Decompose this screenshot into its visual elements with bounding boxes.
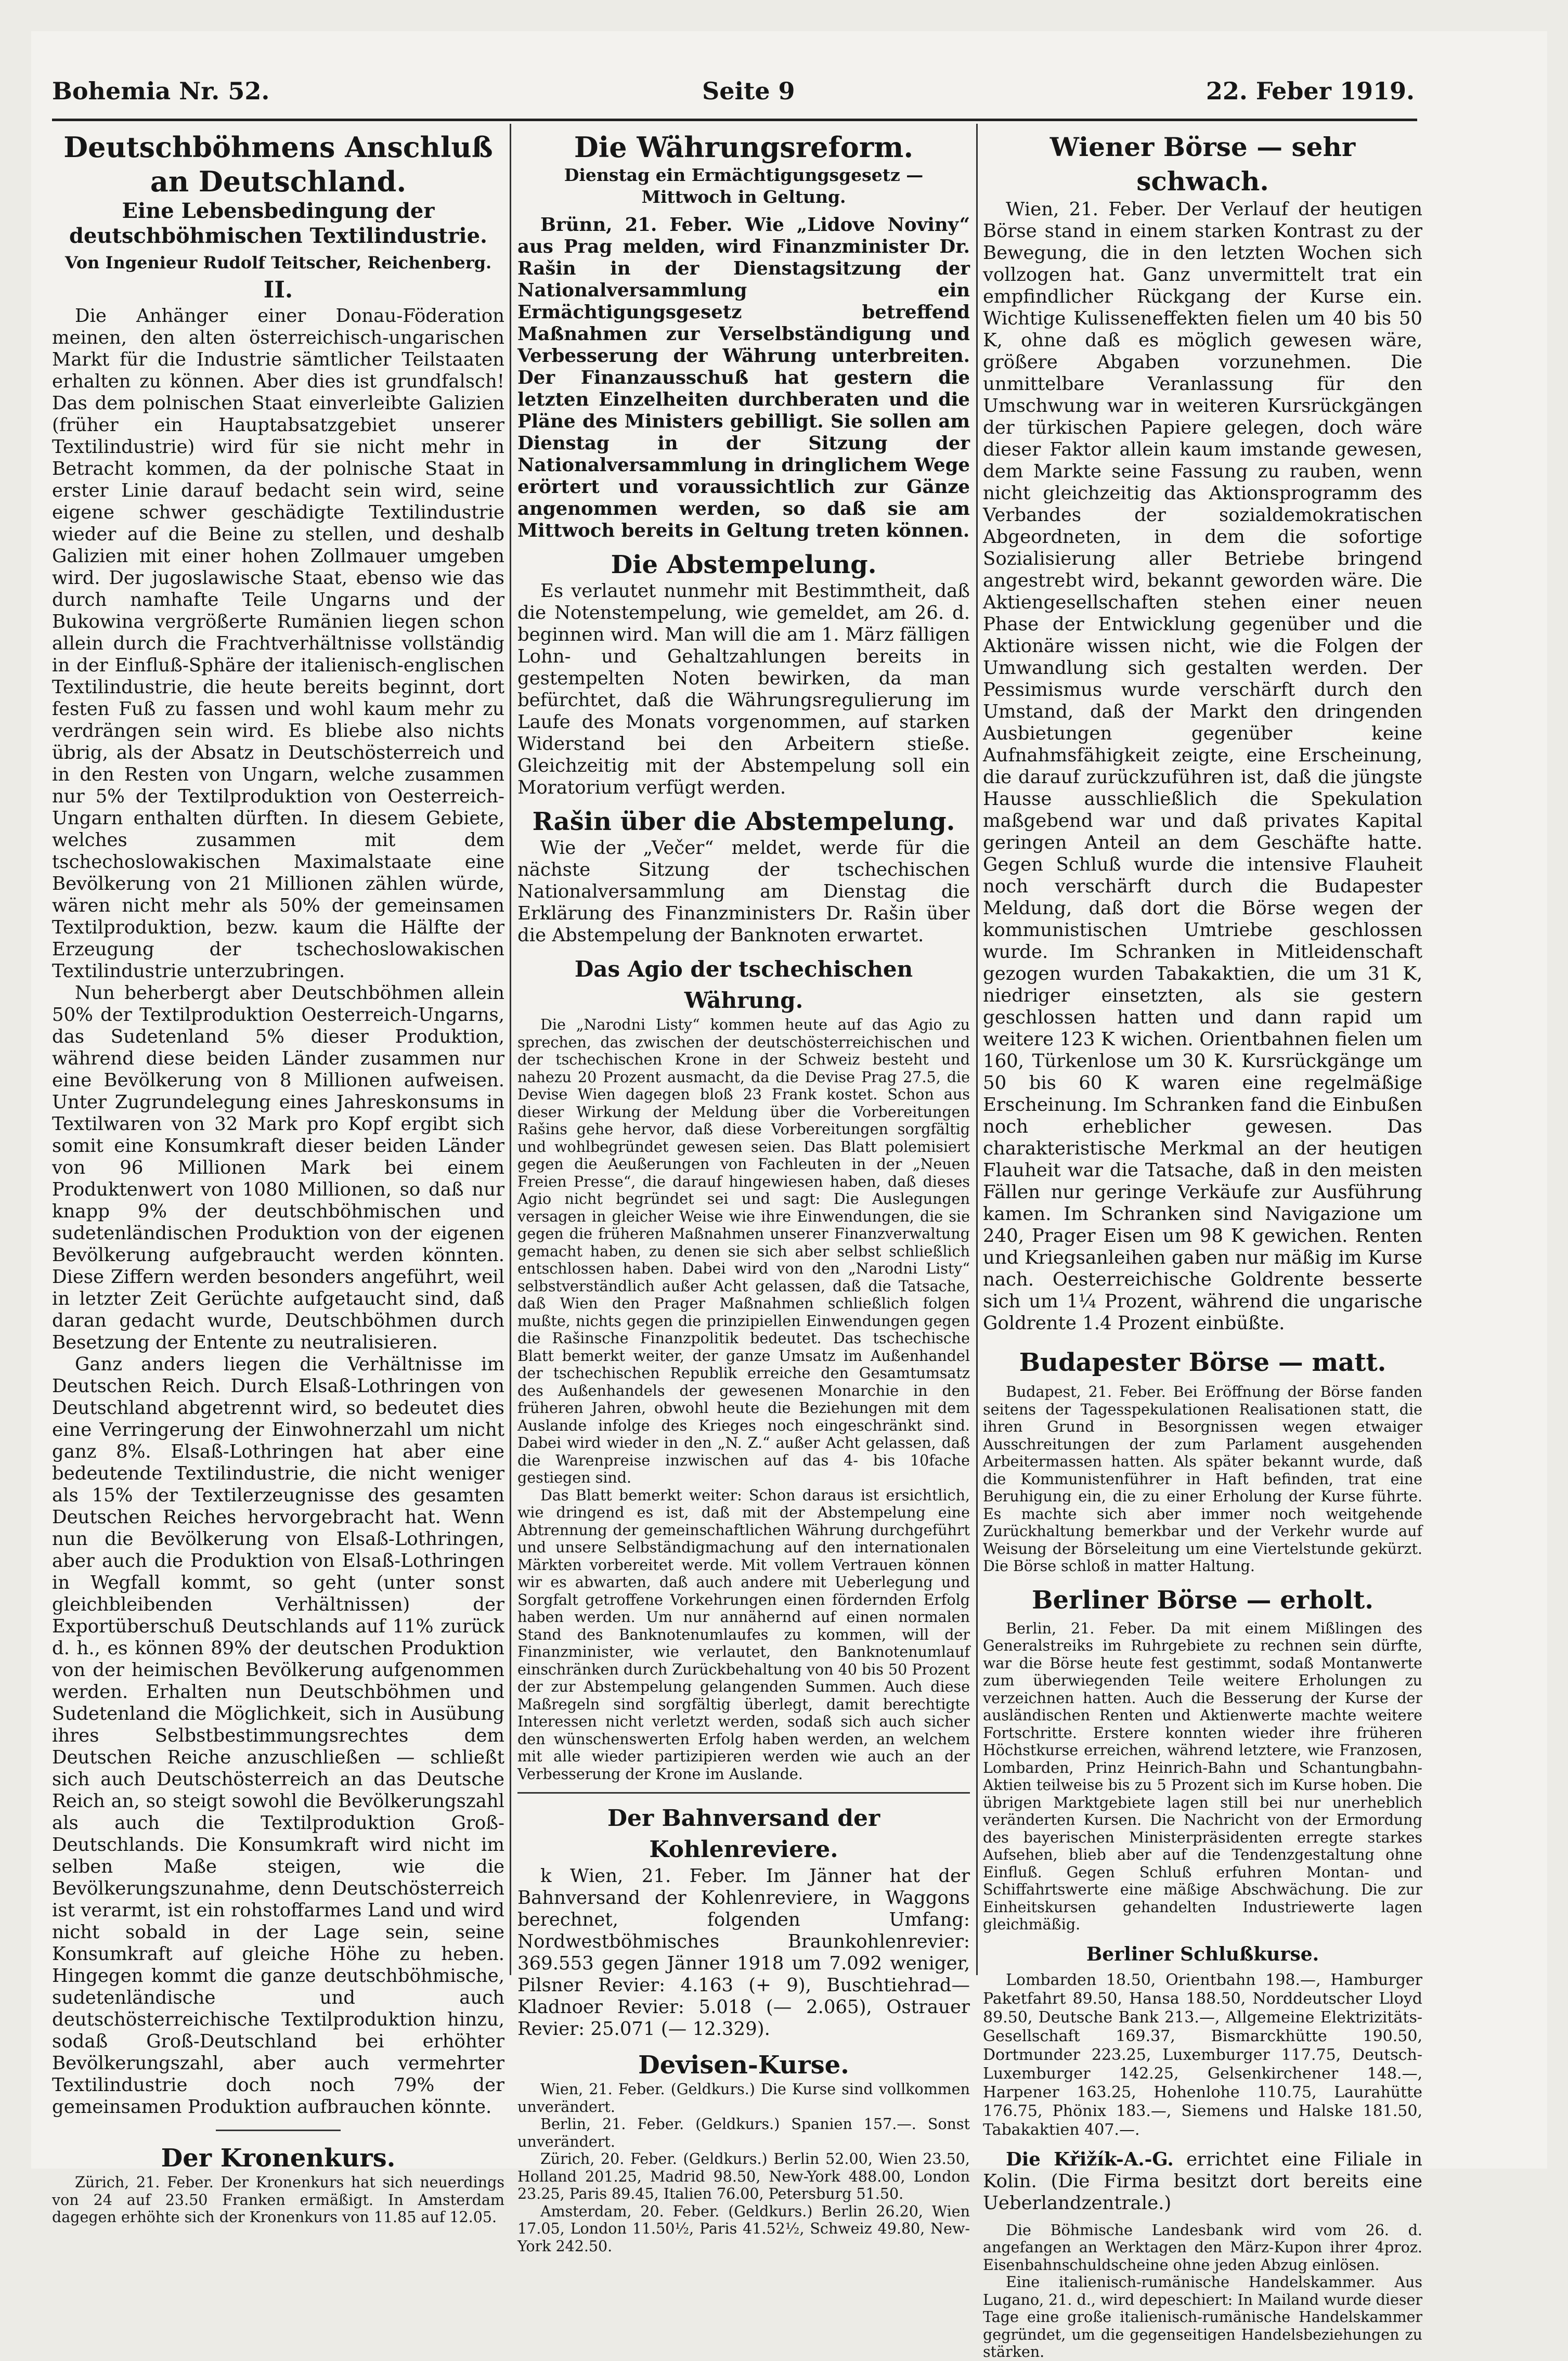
article-title: Deutschböhmens Anschluß an Deutschland. (63, 131, 493, 198)
article-paragraph: Das Blatt bemerkt weiter: Schon daraus ist ersichtlich, wie dringend es ist, daß mit der Abstempelung eine Abtrennung der gemeinschaftlichen Währung durchgeführt und unsere Selbständigmachung auf den internationalen Märkten vorbereitet werde. Mit vollem Vertrauen können wir es abwarten, daß auch andere mit Ueberlegung und Sorgfalt getroffene Vorkehrungen einen fördernden Erfolg haben werden. Um nur annähernd auf einen normalen Stand des Banknotenumlaufes zu kommen, will der Finanzminister, wie verlautet, den Banknotenumlauf einschränken durch Zurückbehaltung von 40 bis 50 Prozent der zur Abstempelung gelangenden Summen. Auch diese Maßregeln sind sorgfältig überlegt, damit berechtigte Interessen nicht verletzt werden, sodaß sich auch sicher den wünschenswerten Erfolg haben werden, an welchem mit alle wieder partizipieren werden wie auch an der Verbesserung der Krone im Auslande. (517, 1486, 970, 1783)
article-title: Das Agio der tschechischen Währung. (574, 956, 913, 1013)
article-title: Die Abstempelung. (611, 550, 877, 579)
article-lead: Die Křižík-A.-G. (1006, 2148, 1174, 2170)
article-paragraph: Die Anhänger einer Donau-Föderation meinen, den alten österreichisch-ungarischen Markt für die Industrie sämtlicher Teilstaaten erhalten zu können. Aber dies ist grundfalsch! Das dem polnischen Staat einverleibte Galizien (früher ein Hauptabsatzgebiet unserer Textilindustrie) wird für sie nicht mehr in Betracht kommen, da der polnische Staat in erster Linie darauf bedacht sein wird, seine eigene schwer geschädigte Textilindustrie wieder auf die Beine zu stellen, und deshalb Galizien mit einer hohen Zollmauer umgeben wird. Der jugoslawische Staat, ebenso wie das durch namhafte Teile Ungarns und der Bukowina vergrößerte Rumänien liegen schon allein durch die Frachtverhältnisse vollständig in der Einfluß-Sphäre der italienisch-englischen Textilindustrie, die heute bereits beginnt, dort festen Fuß zu fassen und wohl kaum mehr zu verdrängen sein wird. Es bliebe also nichts übrig, als der Absatz in Deutschösterreich und in den Resten von Ungarn, welche zusammen nur 5% der Textilproduktion von Oesterreich-Ungarn enthalten dürften. In diesem Gebiete, welches zusammen mit dem tschechoslowakischen Maximalstaate eine Bevölkerung von 21 Millionen zählen würde, wären nicht mehr als 50% der gemeinsamen Textilproduktion, bezw. kaum die Hälfte der Erzeugung der tschechoslowakischen Textilindustrie unterzubringen. (52, 305, 504, 982)
column-1 (52, 130, 504, 2226)
article-subtitle: Dienstag ein Ermächtigungsgesetz — Mittwoch in Geltung. (564, 165, 924, 207)
article-paragraph: k Wien, 21. Feber. Im Jänner hat der Bahnversand der Kohlenreviere, in Waggons berechnet, folgenden Umfang: Nordwestböhmisches Braunkohlenrevier: 369.553 gegen Jänner 1918 um 7.092 weniger, Pilsner Revier: 4.163 (+ 9), Buschtiehrad—Kladnoer Revier: 5.018 (— 2.065), Ostrauer Revier: 25.071 (— 12.329). (517, 1865, 970, 2040)
article-paragraph: Die Böhmische Landesbank wird vom 26. d. angefangen an Werktagen den März-Kupon ihrer 4proz. Eisenbahnschuldscheine ohne jeden Abzug einlösen. (983, 2221, 1422, 2274)
article-title: Devisen-Kurse. (638, 2051, 849, 2080)
article-paragraph: Zürich, 21. Feber. Der Kronenkurs hat sich neuerdings von 24 auf 23.50 Franken ermäßigt. In Amsterdam dagegen erhöhte sich der Kronenkurs von 11.85 auf 12.05. (52, 2174, 504, 2226)
article-title: Der Bahnversand der Kohlenreviere. (607, 1805, 880, 1863)
article-byline: Von Ingenieur Rudolf Teitscher, Reichenberg. (64, 253, 492, 273)
article-separator (517, 1792, 970, 1794)
article-title: Rašin über die Abstempelung. (532, 807, 955, 836)
article-paragraph: Eine italienisch-rumänische Handelskammer. Aus Lugano, 21. d., wird depeschiert: In Mailand wurde dieser Tage eine große italienisch-rumänische Handelskammer gegründet, um die gegenseitigen Handelsbeziehungen zu stärken. (983, 2274, 1422, 2360)
masthead-page-number: Seite 9 (702, 77, 795, 105)
article-paragraph: Berlin, 21. Feber. (Geldkurs.) Spanien 157.—. Sonst unverändert. (517, 2116, 970, 2150)
article-paragraph: Amsterdam, 20. Feber. (Geldkurs.) Berlin 26.20, Wien 17.05, London 11.50½, Paris 41.52½, Schweiz 49.80, New-York 242.50. (517, 2202, 970, 2255)
article-title: Budapester Börse — matt. (1019, 1348, 1386, 1377)
article-paragraph: Ganz anders liegen die Verhältnisse im Deutschen Reich. Durch Elsaß-Lothringen von Deutschland abgetrennt wird, so bedeutet dies eine Verringerung der Einwohnerzahl um nicht ganz 8%. Elsaß-Lothringen hat aber eine bedeutende Textilindustrie, die nicht weniger als 15% der Textilerzeugnisse des gesamten Deutschen Reiches hervorgebracht hat. Wenn nun die Bevölkerung von Elsaß-Lothringen, aber auch die Produktion von Elsaß-Lothringen in Wegfall kommt, so geht (unter sonst gleichbleibenden Verhältnissen) der Exportüberschuß Deutschlands auf 11% zurück d. h., es können 89% der deutschen Produktion von der heimischen Bevölkerung aufgenommen werden. Erhalten nun Deutschböhmen und Sudetenland die Möglichkeit, sich in Ausübung ihres Selbstbestimmungsrechtes dem Deutschen Reiche anzuschließen — schließt sich auch Deutschösterreich an das Deutsche Reich an, so steigt sowohl die Bevölkerungszahl als auch die Textilproduktion Groß-Deutschlands. Die Konsumkraft wird nicht im selben Maße steigen, wie die Bevölkerungszunahme, denn Deutschösterreich ist verarmt, ist ein rohstoffarmes Land und wird nicht sobald in der Lage sein, seine Konsumkraft auf gleiche Höhe zu heben. Hingegen kommt die ganze deutschböhmische, sudetenländische und auch deutschösterreichische Textilproduktion hinzu, sodaß Groß-Deutschland bei erhöhter Bevölkerungszahl, aber auch vermehrter Textilindustrie doch noch 79% der gemeinsamen Produktion aufbrauchen könnte. (52, 1354, 504, 2118)
masthead-paper-issue: Bohemia Nr. 52. (52, 77, 270, 105)
article-paragraph: Wie der „Večer“ meldet, werde für die nächste Sitzung der tschechischen Nationalversammlung am Dienstag die Erklärung des Finanzministers Dr. Rašin über die Abstempelung der Banknoten erwartet. (517, 837, 970, 946)
column-3 (983, 130, 1422, 2360)
article-paragraph: Berlin, 21. Feber. Da mit einem Mißlingen des Generalstreiks im Ruhrgebiete zu rechnen sein dürfte, war die Börse heute fest gestimmt, sodaß Montanwerte zum überwiegenden Teile weitere Erholungen zu verzeichnen hatten. Auch die Besserung der Kurse der ausländischen Renten und Aktienwerte machte weitere Fortschritte. Erstere konnten wieder ihre früheren Höchstkurse erreichen, während letztere, wie Franzosen, Lombarden, Prinz Heinrich-Bahn und Schantungbahn-Aktien teilweise bis zu 5 Prozent sich im Kurse hoben. Die übrigen Marktgebiete lagen still bei nur unerheblich veränderten Kursen. Die Nachricht von der Ermordung des bayerischen Ministerpräsidenten erregte starkes Aufsehen, blieb aber auf die Tendenzgestaltung ohne Einfluß. Gegen Schluß erfuhren Montan- und Schiffahrtswerte eine mäßige Abschwächung. Die zur Einheitskursen gehandelten Industriewerte lagen gleichmäßig. (983, 1619, 1422, 1933)
masthead-date: 22. Feber 1919. (1206, 77, 1415, 105)
article-paragraph: Die „Narodni Listy“ kommen heute auf das Agio zu sprechen, das zwischen der deutschösterreichischen und der tschechischen Krone in der Schweiz besteht und nahezu 20 Prozent ausmacht, da die Devise Prag 27.5, die Devise Wien dagegen bloß 23 Frank kostet. Schon aus dieser Wirkung der Meldung über die Vorbereitungen Rašins gehe hervor, daß diese Vorbereitungen sorgfältig und wohlbegründet gewesen seien. Das Blatt polemisiert gegen die Aeußerungen von Fachleuten in der „Neuen Freien Presse“, die darauf hingewiesen haben, daß dieses Agio nicht begründet sei und sagt: Die Auslegungen versagen in gleicher Weise wie ihre Einwendungen, die sie gegen die früheren Maßnahmen unserer Finanzverwaltung gemacht haben, zu denen sie sich aber selbst schließlich entschlossen haben. Dabei wird von den „Narodni Listy“ selbstverständlich außer Acht gelassen, daß die Tatsache, daß Wien den Prager Maßnahmen schließlich folgen mußte, nichts gegen die prinzipiellen Einwendungen gegen die Rašinsche Finanzpolitik bedeutet. Das tschechische Blatt bemerkt weiter, der ganze Umsatz im Außenhandel der tschechischen Republik erreiche den Gesamtumsatz des Außenhandels der gewesenen Monarchie in den früheren Jahren, obwohl heute die Beziehungen mit dem Auslande infolge des Krieges noch eingeschränkt sind. Dabei wird wieder in den „N. Z.“ außer Acht gelassen, daß die Warenpreise inzwischen auf das 4- bis 10fache gestiegen sind. (517, 1016, 970, 1486)
article-title: Der Kronenkurs. (161, 2144, 396, 2173)
article-title: Berliner Börse — erholt. (1031, 1585, 1374, 1615)
column-divider (510, 124, 511, 1975)
article-paragraph: Wien, 21. Feber. (Geldkurs.) Die Kurse sind vollkommen unverändert. (517, 2081, 970, 2116)
article-paragraph: Lombarden 18.50, Orientbahn 198.—, Hamburger Paketfahrt 89.50, Hansa 188.50, Norddeutscher Lloyd 89.50, Deutsche Bank 213.—, Allgemeine Elektrizitäts-Gesellschaft 169.37, Bismarckhütte 190.50, Dortmunder 223.25, Luxemburger 117.75, Deutsch-Luxemburger 142.25, Gelsenkirchener 148.—, Harpener 163.25, Hohenlohe 110.75, Laurahütte 176.75, Phönix 183.—, Siemens und Halske 181.50, Tabakaktien 407.—. (983, 1970, 1422, 2139)
header-rule (52, 119, 1417, 121)
article-title: Berliner Schlußkurse. (1086, 1943, 1319, 1965)
article-separator (216, 2130, 341, 2131)
article-paragraph: Zürich, 20. Feber. (Geldkurs.) Berlin 52.00, Wien 23.50, Holland 201.25, Madrid 98.50, New-York 488.00, London 23.25, Paris 89.45, Italien 76.00, Petersburg 51.50. (517, 2150, 970, 2202)
article-part-number: II. (263, 277, 293, 303)
article-subtitle: Eine Lebensbedingung der deutschböhmischen Textilindustrie. (69, 199, 487, 248)
article-paragraph: Nun beherbergt aber Deutschböhmen allein 50% der Textilproduktion Oesterreich-Ungarns, das Sudetenland 5% dieser Produktion, während diese beiden Länder zusammen nur eine Bevölkerung von 8 Millionen aufweisen. Unter Zugrundelegung eines Jahreskonsums in Textilwaren von 32 Mark pro Kopf ergibt sich somit eine Konsumkraft dieser beiden Länder von 96 Millionen Mark bei einem Produktenwert von 1080 Millionen, so daß nur knapp 9% der deutschböhmischen und sudetenländischen Produktion von der eigenen Bevölkerung aufgebraucht werden könnten. Diese Ziffern werden besonders angeführt, weil in letzter Zeit Gerüchte aufgetaucht sind, daß daran gedacht wurde, Deutschböhmen durch Besetzung der Entente zu neutralisieren. (52, 982, 504, 1353)
article-paragraph: errichtet eine Filiale in Kolin. (Die Firma besitzt dort bereits eine Ueberlandzentrale.) (983, 2148, 1422, 2214)
column-divider (976, 124, 978, 1975)
article-paragraph: Budapest, 21. Feber. Bei Eröffnung der Börse fanden seitens der Tagesspekulationen Realisationen statt, die ihren Grund in Besorgnissen wegen etwaiger Ausschreitungen der zum Parlament ausgehenden Arbeitermassen hatten. Als später bekannt wurde, daß die Kommunistenführer in Haft befinden, trat eine Beruhigung ein, die zu einer Erholung der Kurse führte. Es machte sich aber immer noch weitgehende Zurückhaltung bemerkbar und der Verkehr wurde auf Weisung der Börseleitung um eine Viertelstunde gekürzt. Die Börse schloß in matter Haltung. (983, 1383, 1422, 1575)
article-title: Die Währungsreform. (574, 131, 914, 164)
article-paragraph: Wien, 21. Feber. Der Verlauf der heutigen Börse stand in einem starken Kontrast zu der Bewegung, die in den letzten Wochen sich vollzogen hat. Ganz unvermittelt trat ein empfindlicher Rückgang der Kurse ein. Wichtige Kulisseneffekten fielen um 40 bis 50 K, ohne daß es möglich gewesen wäre, größere Abgaben vorzunehmen. Die unmittelbare Veranlassung für den Umschwung war in weiteren Kursrückgängen der türkischen Papiere gelegen, doch wäre dieser Faktor allein kaum imstande gewesen, dem Markte seine Fassung zu rauben, wenn nicht gleichzeitig das Aktionsprogramm des Verbandes der sozialdemokratischen Abgeordneten, in dem die sofortige Sozialisierung aller Betriebe bringend angestrebt wird, bekannt geworden wäre. Die Aktiengesellschaften stehen einer neuen Phase der Entwicklung gegenüber und die Aktionäre wissen nicht, wie die Folgen der Umwandlung sich gestalten werden. Der Pessimismus wurde verschärft durch den Umstand, daß der Markt den dringenden Ausbietungen gegenüber keine Aufnahmsfähigkeit zeigte, eine Erscheinung, die darauf zurückzuführen ist, daß die jüngste Hausse ausschließlich die Spekulation maßgebend war und daß privates Kapital geringen Anteil an dem Geschäfte hatte. Gegen Schluß wurde die intensive Flauheit noch verschärft durch die Budapester Meldung, daß dort die Börse wegen der kommunistischen Umtriebe geschlossen wurde. Im Schranken in Mitleidenschaft gezogen wurden Tabakaktien, die um 31 K, niedriger einsetzten, als sie gestern geschlossen hatten und dann rapid um weitere 123 K wichen. Orientbahnen fielen um 160, Türkenlose um 30 K. Kursrückgänge um 50 bis 60 K waren eine regelmäßige Erscheinung. Im Schranken fand die Einbußen noch erheblicher gewesen. Das charakteristische Merkmal an der heutigen Flauheit war die Tatsache, daß in den meisten Fällen nur geringe Verkäufe zur Ausführung kamen. Im Schranken sind Navigazione um 240, Prager Eisen um 98 K gewichen. Renten und Kriegsanleihen gaben nur mäßig im Kurse nach. Oesterreichische Goldrente besserte sich um 1¼ Prozent, während die ungarische Goldrente 1.4 Prozent einbüßte. (983, 199, 1422, 1334)
article-paragraph: Es verlautet nunmehr mit Bestimmtheit, daß die Notenstempelung, wie gemeldet, am 26. d. beginnen wird. Man will die am 1. März fälligen Lohn- und Gehaltzahlungen bereits in gestempelten Noten bewirken, da man befürchtet, daß die Währungsregulierung im Laufe des Monats vorgenommen, auf starken Widerstand bei den Arbeitern stieße. Gleichzeitig mit der Abstempelung soll ein Moratorium verfügt werden. (517, 580, 970, 798)
article-paragraph: Brünn, 21. Feber. Wie „Lidove Noviny“ aus Prag melden, wird Finanzminister Dr. Rašin in der Dienstagsitzung der Nationalversammlung ein Ermächtigungsgesetz betreffend Maßnahmen zur Verselbständigung und Verbesserung der Währung unterbreiten. Der Finanzausschuß hat gestern die letzten Einzelheiten durchberaten und die Pläne des Ministers gebilligt. Sie sollen am Dienstag in der Sitzung der Nationalversammlung in dringlichem Wege erörtert und voraussichtlich zur Gänze angenommen werden, so daß sie am Mittwoch bereits in Geltung treten können. (517, 214, 970, 541)
masthead (52, 77, 1415, 113)
column-2 (517, 130, 970, 2255)
article-title: Wiener Börse — sehr schwach. (1049, 132, 1356, 197)
